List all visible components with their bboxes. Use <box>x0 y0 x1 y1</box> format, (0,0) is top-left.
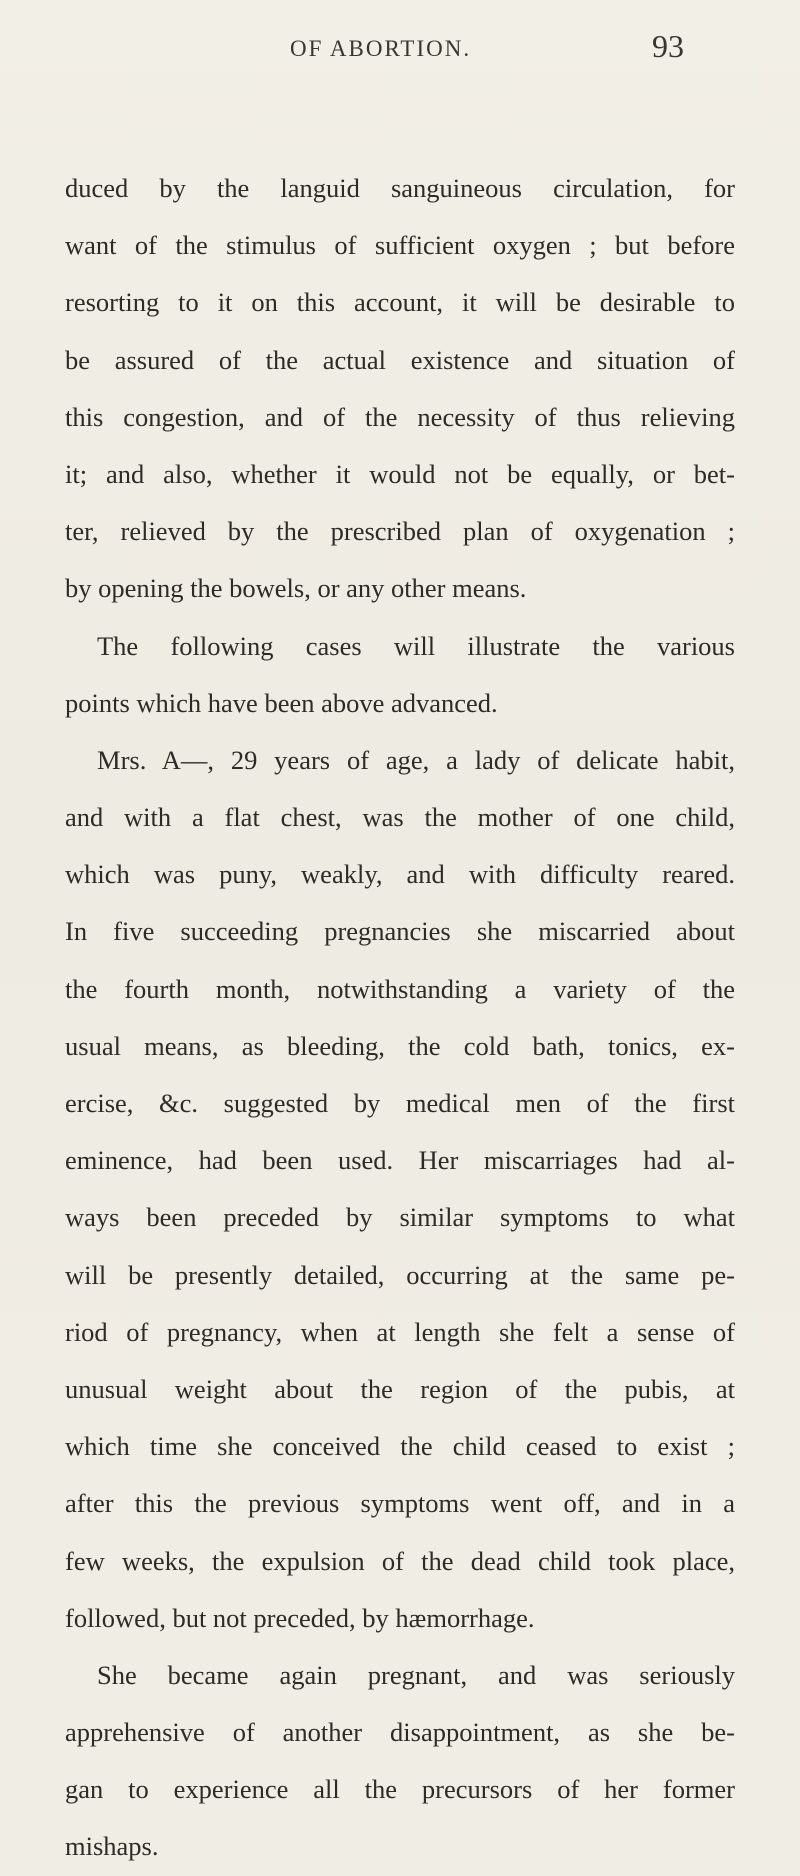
running-head-title: OF ABORTION. <box>290 36 472 61</box>
page-number: 93 <box>652 28 684 64</box>
paragraph-start-line: Mrs. A—, 29 years of age, a lady of delicate habit, <box>97 744 735 775</box>
text-line: unusual weight about the region of the pubis, at <box>65 1373 735 1404</box>
text-line: which was puny, weakly, and with difficulty reared. <box>65 859 735 890</box>
body-text <box>65 160 735 1876</box>
text-line: resorting to it on this account, it will be desirable to <box>65 287 735 318</box>
text-line: this congestion, and of the necessity of thus relieving <box>65 401 735 432</box>
text-line: by opening the bowels, or any other means. <box>65 573 527 604</box>
text-line: duced by the languid sanguineous circulation, for <box>65 173 735 203</box>
text-line: will be presently detailed, occurring at the same pe- <box>65 1259 735 1290</box>
text-line: want of the stimulus of sufficient oxygen ; but before <box>65 230 735 261</box>
text-line: which time she conceived the child ceased to exist ; <box>65 1431 735 1462</box>
text-line: followed, but not preceded, by hæmorrhage. <box>65 1602 535 1633</box>
text-line: and with a flat chest, was the mother of one child, <box>65 802 735 833</box>
text-line: mishaps. <box>65 1831 159 1862</box>
text-line: points which have been above advanced. <box>65 687 498 718</box>
text-line: apprehensive of another disappointment, as she be- <box>65 1717 735 1748</box>
text-line: the fourth month, notwithstanding a variety of the <box>65 973 735 1004</box>
text-line: after this the previous symptoms went off, and in a <box>65 1488 735 1519</box>
text-line: be assured of the actual existence and situation of <box>65 344 735 375</box>
text-line: few weeks, the expulsion of the dead child took place, <box>65 1545 735 1576</box>
text-line: gan to experience all the precursors of her former <box>65 1774 735 1805</box>
text-line: it; and also, whether it would not be equally, or bet- <box>65 458 735 489</box>
text-line: eminence, had been used. Her miscarriages had al- <box>65 1145 735 1176</box>
text-line: In five succeeding pregnancies she miscarried about <box>65 916 735 947</box>
text-line: usual means, as bleeding, the cold bath, tonics, ex- <box>65 1030 735 1061</box>
paragraph-start-line: She became again pregnant, and was seriously <box>97 1659 735 1690</box>
paragraph-start-line: The following cases will illustrate the various <box>97 630 735 661</box>
running-head <box>0 26 800 66</box>
text-line: ways been preceded by similar symptoms to what <box>65 1202 735 1233</box>
text-line: ter, relieved by the prescribed plan of oxygenation ; <box>65 516 735 547</box>
text-line: riod of pregnancy, when at length she felt a sense of <box>65 1316 735 1347</box>
text-line: ercise, &c. suggested by medical men of the first <box>65 1088 735 1118</box>
